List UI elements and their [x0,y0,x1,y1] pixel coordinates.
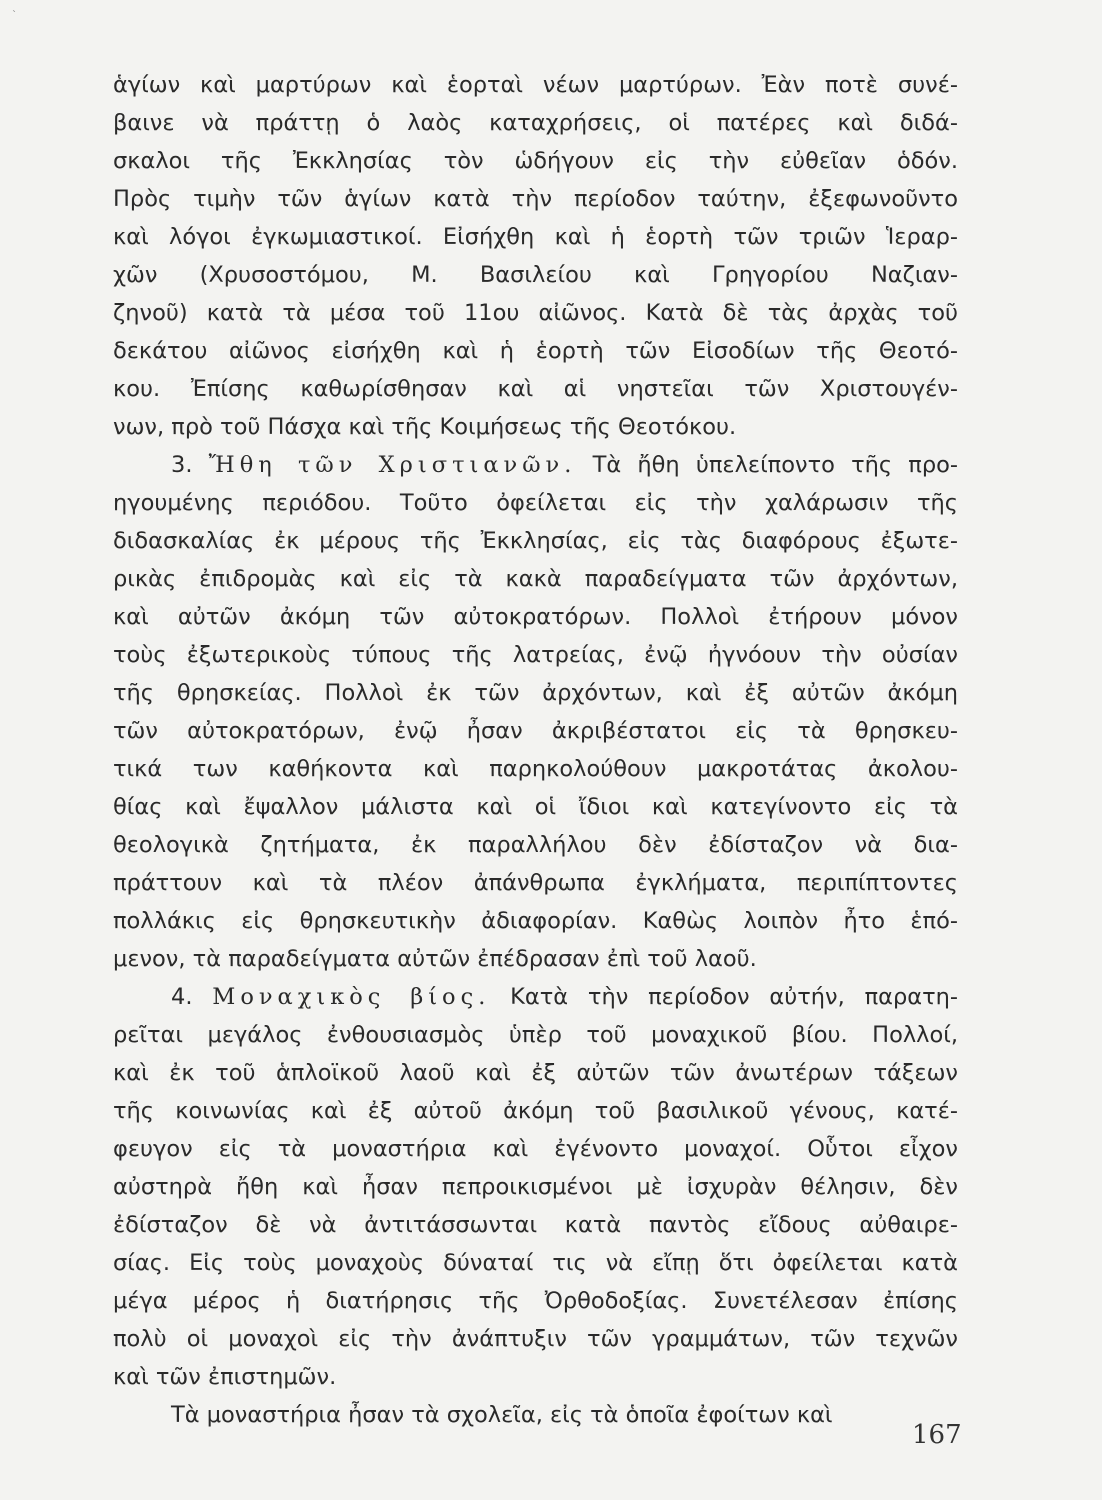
text-line: ρικὰς ἐπιδρομὰς καὶ εἰς τὰ κακὰ παραδείγματα τῶν ἀρχόντων, [113,566,958,592]
text-line: χῶν (Χρυσοστόμου, Μ. Βασιλείου καὶ Γρηγορίου Ναζιαν- [113,262,958,288]
text-line: σίας. Εἰς τοὺς μοναχοὺς δύναταί τις νὰ εἴπῃ ὅτι ὀφείλεται κατὰ [113,1250,958,1276]
text-line: τοὺς ἐξωτερικοὺς τύπους τῆς λατρείας, ἐνῷ ἠγνόουν τὴν οὐσίαν [113,642,958,668]
text-line: σκαλοι τῆς Ἐκκλησίας τὸν ὡδήγουν εἰς τὴν εὐθεῖαν ὁδόν. [113,148,958,174]
text-line: καὶ λόγοι ἐγκωμιαστικοί. Εἰσήχθη καὶ ἡ ἑορτὴ τῶν τριῶν Ἱεραρ- [113,224,958,250]
text-line: καὶ ἐκ τοῦ ἁπλοϊκοῦ λαοῦ καὶ ἐξ αὐτῶν τῶν ἀνωτέρων τάξεων [113,1060,958,1086]
text-line: δεκάτου αἰῶνος εἰσήχθη καὶ ἡ ἑορτὴ τῶν Εἰσοδίων τῆς Θεοτό- [113,338,958,364]
text-line: διδασκαλίας ἐκ μέρους τῆς Ἐκκλησίας, εἰς τὰς διαφόρους ἐξωτε- [113,528,958,554]
text-line: πράττουν καὶ τὰ πλέον ἀπάνθρωπα ἐγκλήματα, περιπίπτοντες [113,870,958,896]
text-line: ρεῖται μεγάλος ἐνθουσιασμὸς ὑπὲρ τοῦ μοναχικοῦ βίου. Πολλοί, [113,1022,958,1048]
text-line: τῆς κοινωνίας καὶ ἐξ αὐτοῦ ἀκόμη τοῦ βασιλικοῦ γένους, κατέ- [113,1098,958,1124]
section-3-text: Τὰ ἤθη ὑπελείποντο τῆς προ- [592,452,958,478]
page-number: 167 [912,1420,962,1450]
text-line: βαινε νὰ πράττῃ ὁ λαὸς καταχρήσεις, οἱ πατέρες καὶ διδά- [113,110,958,136]
text-line: ἐδίσταζον δὲ νὰ ἀντιτάσσωνται κατὰ παντὸς εἴδους αὐθαιρε- [113,1212,958,1238]
text-line: ηγουμένης περιόδου. Τοῦτο ὀφείλεται εἰς τὴν χαλάρωσιν τῆς [113,490,958,516]
section-4-heading: Μοναχικὸς βίος. [212,984,491,1010]
section-3-number: 3. [171,452,193,478]
text-line: πολλάκις εἰς θρησκευτικὴν ἀδιαφορίαν. Καθὼς λοιπὸν ἦτο ἑπό- [113,908,958,934]
section-4-first-line [113,978,958,1016]
section-4-text: Κατὰ τὴν περίοδον αὐτήν, παρατη- [510,984,958,1010]
text-line: θίας καὶ ἔψαλλον μάλιστα καὶ οἱ ἴδιοι καὶ κατεγίνοντο εἰς τὰ [113,794,958,820]
text-line: τῶν αὐτοκρατόρων, ἐνῷ ἦσαν ἀκριβέστατοι εἰς τὰ θρησκευ- [113,718,958,744]
text-line: καὶ αὐτῶν ἀκόμη τῶν αὐτοκρατόρων. Πολλοὶ ἐτήρουν μόνον [113,604,958,630]
text-line: κου. Ἐπίσης καθωρίσθησαν καὶ αἱ νηστεῖαι τῶν Χριστουγέν- [113,376,958,402]
text-line: ἁγίων καὶ μαρτύρων καὶ ἑορταὶ νέων μαρτύρων. Ἐὰν ποτὲ συνέ- [113,72,958,98]
section-4-number: 4. [171,984,193,1010]
text-line: καὶ τῶν ἐπιστημῶν. [113,1364,337,1390]
text-line: αὐστηρὰ ἤθη καὶ ἦσαν πεπροικισμένοι μὲ ἰσχυρὰν θέλησιν, δὲν [113,1174,958,1200]
section-3-heading: Ἤθη τῶν Χριστιανῶν. [208,452,577,478]
text-line: θεολογικὰ ζητήματα, ἐκ παραλλήλου δὲν ἐδίσταζον νὰ δια- [113,832,958,858]
text-line: πολὺ οἱ μοναχοὶ εἰς τὴν ἀνάπτυξιν τῶν γραμμάτων, τῶν τεχνῶν [113,1326,958,1352]
text-line: φευγον εἰς τὰ μοναστήρια καὶ ἐγένοντο μοναχοί. Οὗτοι εἶχον [113,1136,958,1162]
section-3-first-line [113,446,958,484]
text-line: τικά των καθήκοντα καὶ παρηκολούθουν μακροτάτας ἀκολου- [113,756,958,782]
text-line: μέγα μέρος ἡ διατήρησις τῆς Ὀρθοδοξίας. Συνετέλεσαν ἐπίσης [113,1288,958,1314]
scan-mark: ` [12,10,17,21]
text-line: μενον, τὰ παραδείγματα αὐτῶν ἐπέδρασαν ἐπὶ τοῦ λαοῦ. [113,946,757,972]
text-line: ζηνοῦ) κατὰ τὰ μέσα τοῦ 11ου αἰῶνος. Κατὰ δὲ τὰς ἀρχὰς τοῦ [113,300,958,326]
paragraph-start-line: Τὰ μοναστήρια ἦσαν τὰ σχολεῖα, εἰς τὰ ὁποῖα ἐφοίτων καὶ [171,1402,833,1428]
text-line: Πρὸς τιμὴν τῶν ἁγίων κατὰ τὴν περίοδον ταύτην, ἐξεφωνοῦντο [113,186,958,212]
text-line: νων, πρὸ τοῦ Πάσχα καὶ τῆς Κοιμήσεως τῆς Θεοτόκου. [113,414,737,440]
main-text [113,66,958,1434]
text-line: τῆς θρησκείας. Πολλοὶ ἐκ τῶν ἀρχόντων, καὶ ἐξ αὐτῶν ἀκόμη [113,680,958,706]
